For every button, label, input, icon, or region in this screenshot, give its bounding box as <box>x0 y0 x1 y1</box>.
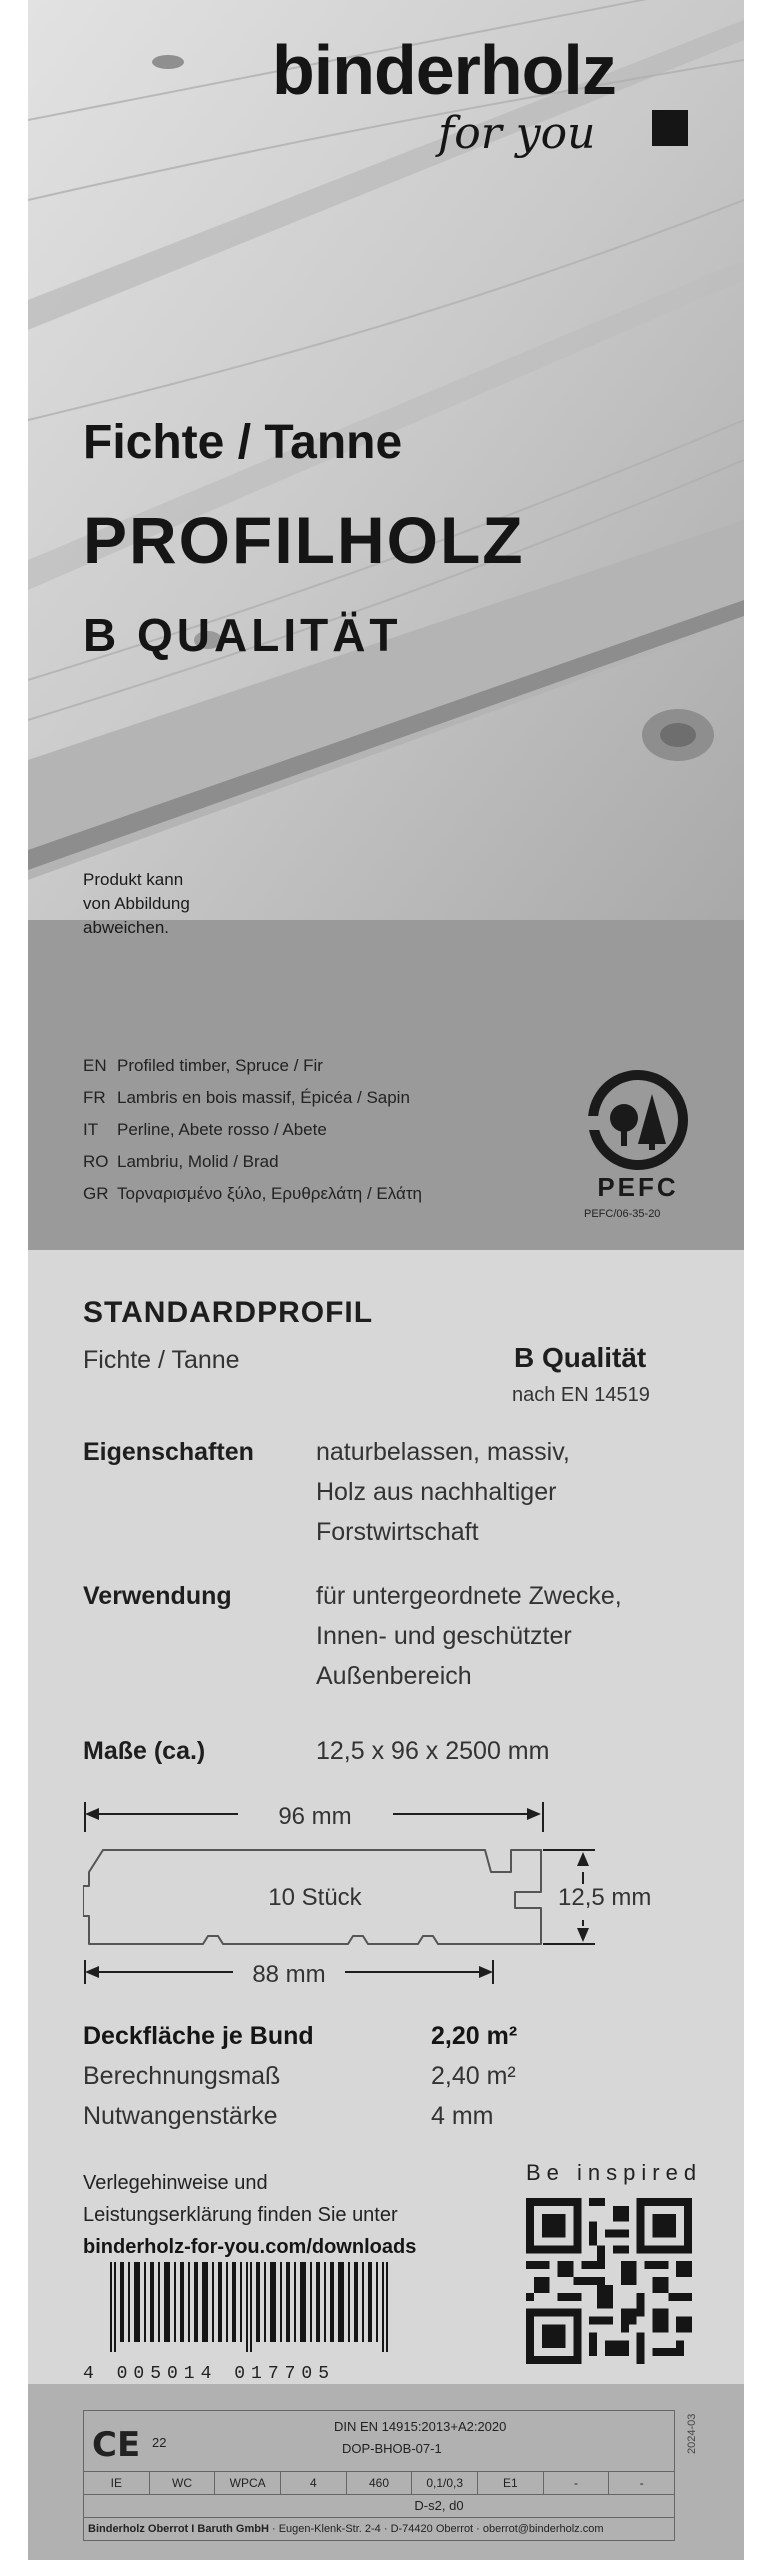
dop-table <box>83 2410 675 2541</box>
spec-row: Berechnungsmaß 2,40 m² <box>83 2062 516 2090</box>
qr-code-icon[interactable] <box>526 2198 692 2364</box>
quality-text: B Qualität <box>514 1342 647 1373</box>
product-label-card <box>28 0 744 2560</box>
pieces-label: 10 Stück <box>268 1884 362 1911</box>
norm-text: nach EN 14519 <box>512 1384 650 1406</box>
brand-tagline: for you <box>438 108 596 159</box>
usage-value: für untergeordnete Zwecke, Innen- und geschützter Außenbereich <box>316 1582 622 1690</box>
spec-row: Nutwangenstärke 4 mm <box>83 2102 494 2130</box>
disclaimer-line: von Abbildung <box>83 894 190 913</box>
translation-row: IT Perline, Abete rosso / Abete <box>83 1120 327 1139</box>
brand-square-mark <box>652 110 688 146</box>
width-label: 96 mm <box>278 1803 352 1830</box>
dimensions-label: Maße (ca.) <box>83 1737 206 1765</box>
section-title: STANDARDPROFIL <box>83 1296 374 1329</box>
hero-species: Fichte / Tanne <box>83 416 403 469</box>
pefc-label: PEFC <box>597 1172 679 1202</box>
image-disclaimer <box>83 868 190 940</box>
translation-row: GR Τορναρισμένο ξύλο, Ερυθρελάτη / Ελάτη <box>83 1184 423 1203</box>
dop-fire-class: D-s2, d0 <box>84 2495 674 2518</box>
dop-company: Binderholz Oberrot I Baruth GmbH · Eugen-Klenk-Str. 2-4 · D-74420 Oberrot · oberrot@binderholz.com <box>88 2523 604 2535</box>
thickness-label: 12,5 mm <box>558 1884 652 1911</box>
disclaimer-line: abweichen. <box>83 918 170 937</box>
translations-list <box>83 1050 422 1210</box>
translation-row: FR Lambris en bois massif, Épicéa / Sapin <box>83 1088 410 1107</box>
hero-quality: B QUALITÄT <box>83 609 402 661</box>
pefc-code: PEFC/06-35-20 <box>584 1208 661 1220</box>
translation-row: RO Lambriu, Molid / Brad <box>83 1152 279 1171</box>
barcode-icon <box>110 2262 390 2352</box>
spec-row: Deckfläche je Bund 2,20 m² <box>83 2022 518 2050</box>
usage-label: Verwendung <box>83 1582 232 1610</box>
inspired-slogan: Be inspired <box>526 2160 703 2185</box>
download-link[interactable]: binderholz-for-you.com/downloads <box>83 2236 417 2258</box>
disclaimer-line: Produkt kann <box>83 870 184 889</box>
dop-norm: DIN EN 14915:2013+A2:2020 <box>334 2419 507 2434</box>
brand-name: binderholz <box>272 31 616 109</box>
hero-section <box>28 0 744 1250</box>
specs-table <box>83 2022 703 2142</box>
declaration-footer <box>28 2384 744 2560</box>
properties-value: naturbelassen, massiv, Holz aus nachhaltiger Forstwirtschaft <box>316 1438 570 1546</box>
dimensions-value: 12,5 x 96 x 2500 mm <box>316 1737 550 1765</box>
installation-info: Verlegehinweise und Leistungserklärung finden Sie unter binderholz-for-you.com/downloads <box>83 2167 416 2263</box>
dop-values-row: IE WC WPCA 4 460 0,1/0,3 E1 - - <box>84 2472 674 2495</box>
pefc-logo-icon <box>578 1068 698 1203</box>
dop-number: DOP-BHOB-07-1 <box>342 2441 442 2456</box>
cover-width-label: 88 mm <box>252 1961 326 1988</box>
dop-header <box>84 2411 674 2472</box>
ce-mark-icon: CE <box>92 2425 141 2465</box>
translation-row: EN Profiled timber, Spruce / Fir <box>83 1056 323 1075</box>
barcode-number: 4 005014 017705 <box>83 2364 336 2384</box>
species-text: Fichte / Tanne <box>83 1346 240 1374</box>
ce-year: 22 <box>152 2435 167 2450</box>
profile-diagram <box>83 1782 683 2002</box>
print-date-code: 2024-03 <box>686 2413 698 2454</box>
hero-product-name: PROFILHOLZ <box>83 503 525 577</box>
properties-label: Eigenschaften <box>83 1438 254 1466</box>
